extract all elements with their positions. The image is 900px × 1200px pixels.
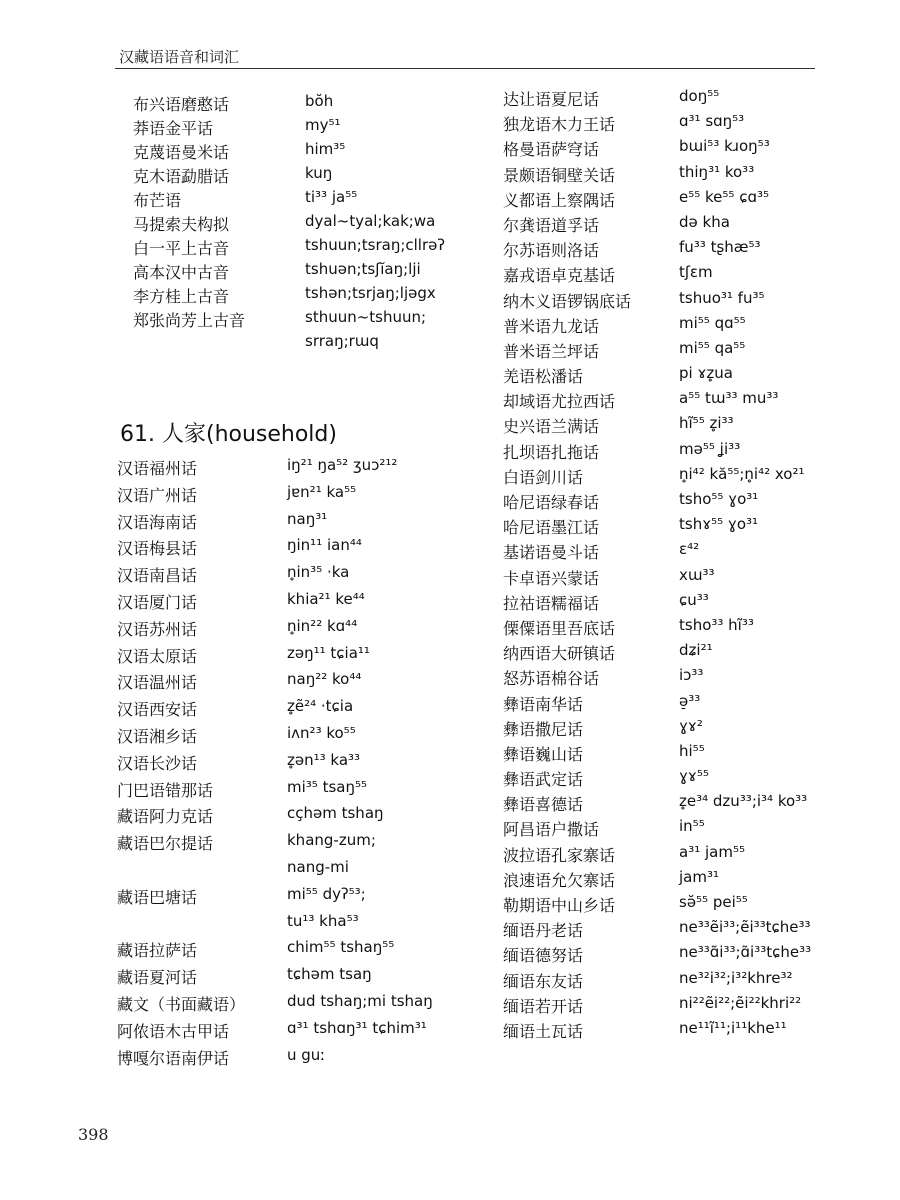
entry-row bbox=[503, 163, 833, 188]
entry-row bbox=[503, 868, 833, 893]
entry-row bbox=[503, 893, 833, 918]
word-form: n̥i⁴² kă⁵⁵;n̥i⁴² xo²¹ bbox=[679, 464, 805, 483]
entry-row bbox=[503, 339, 833, 364]
word-form: tsho⁵⁵ ɣo³¹ bbox=[679, 490, 759, 508]
entry-row bbox=[117, 724, 457, 751]
dialect-name: 李方桂上古音 bbox=[133, 287, 230, 306]
entry-row bbox=[503, 213, 833, 238]
word-form: tɕhəm tsaŋ bbox=[287, 965, 372, 984]
dialect-name: 马提索夫构拟 bbox=[133, 215, 230, 234]
word-form: ne³³ẽi³³;ẽi³³tɕhe³³ bbox=[679, 918, 811, 937]
word-form: tʃɛm bbox=[679, 263, 713, 282]
entry-row bbox=[133, 260, 433, 284]
word-form: dyal~tyal;kak;wa bbox=[305, 212, 436, 230]
entry-row bbox=[117, 590, 457, 617]
word-form: jɐn²¹ ka⁵⁵ bbox=[287, 482, 357, 501]
word-form: my⁵¹ bbox=[305, 116, 341, 134]
entry-row bbox=[503, 641, 833, 666]
entry-row bbox=[117, 1046, 457, 1073]
dialect-name: 浪速语允欠寨话 bbox=[503, 870, 616, 890]
dialect-name: 卡卓语兴蒙话 bbox=[503, 568, 600, 588]
word-form: jam³¹ bbox=[679, 867, 719, 886]
word-form: ɑ³¹ tshɑŋ³¹ tɕhim³¹ bbox=[287, 1018, 427, 1037]
entry-row bbox=[117, 1019, 457, 1046]
word-form: tsho³³ hĩ³³ bbox=[679, 615, 754, 634]
entry-row bbox=[503, 465, 833, 490]
header-rule bbox=[115, 68, 815, 69]
word-form: ti³³ ja⁵⁵ bbox=[305, 188, 358, 206]
entry-row bbox=[133, 140, 433, 164]
word-form: iɔ³³ bbox=[679, 666, 704, 685]
dialect-name: 藏文（书面藏语） bbox=[117, 994, 246, 1014]
entry-row bbox=[117, 938, 457, 965]
word-form: khang-zum; bbox=[287, 831, 376, 850]
word-form: tshuən;tsʃĭaŋ;lji bbox=[305, 260, 421, 278]
entry-row bbox=[503, 792, 833, 817]
entry-row bbox=[503, 566, 833, 591]
entry-row bbox=[133, 188, 433, 212]
dialect-name: 汉语福州话 bbox=[117, 459, 198, 478]
entry-row bbox=[133, 236, 446, 260]
entry-row bbox=[503, 137, 833, 162]
dialect-name: 尔龚语道孚话 bbox=[503, 215, 600, 235]
word-form: ɣɤ² bbox=[679, 716, 703, 735]
entry-row bbox=[503, 112, 833, 137]
entry-row bbox=[503, 616, 833, 641]
dialect-name: 缅语丹老话 bbox=[503, 921, 584, 941]
dialect-name: 缅语东友话 bbox=[503, 971, 584, 991]
entry-row bbox=[133, 164, 433, 188]
entry-row bbox=[503, 767, 833, 792]
entry-row bbox=[503, 540, 833, 565]
dialect-name: 义都语上察隅话 bbox=[503, 190, 616, 210]
word-form: dʑi²¹ bbox=[679, 641, 713, 660]
dialect-name: 汉语梅县话 bbox=[117, 539, 198, 559]
dialect-name: 独龙语木力王话 bbox=[503, 115, 616, 135]
entry-row bbox=[503, 188, 833, 213]
dialect-name: 布兴语磨憨话 bbox=[133, 95, 230, 114]
dialect-name: 藏语阿力克话 bbox=[117, 807, 214, 827]
word-form: mi⁵⁵ dyʔ⁵³; bbox=[287, 884, 366, 903]
word-form: mi⁵⁵ qa⁵⁵ bbox=[679, 338, 746, 357]
entry-row bbox=[503, 843, 833, 868]
section-title: 61. 人家(household) bbox=[120, 422, 337, 447]
word-form: a³¹ jam⁵⁵ bbox=[679, 842, 745, 861]
dialect-name: 高本汉中古音 bbox=[133, 263, 230, 282]
word-form: khia²¹ ke⁴⁴ bbox=[287, 589, 365, 608]
dialect-name: 汉语广州话 bbox=[117, 485, 198, 505]
dialect-name: 格曼语萨穹话 bbox=[503, 140, 600, 160]
entry-row bbox=[503, 742, 833, 767]
dialect-name: 傈僳语里吾底话 bbox=[503, 618, 616, 638]
dialect-name: 白语剑川话 bbox=[503, 467, 584, 487]
entry-row bbox=[133, 92, 433, 116]
word-form: thiŋ³¹ ko³³ bbox=[679, 162, 755, 181]
word-form: də kha bbox=[679, 212, 730, 231]
dialect-name: 博嘎尔语南伊话 bbox=[117, 1048, 230, 1068]
word-form: dud tshaŋ;mi tshaŋ bbox=[287, 991, 433, 1010]
entry-row bbox=[503, 314, 833, 339]
dialect-name: 汉语长沙话 bbox=[117, 753, 198, 773]
dialect-name: 纳西语大研镇话 bbox=[503, 644, 616, 664]
dialect-name: 彝语巍山话 bbox=[503, 744, 584, 764]
word-form: him³⁵ bbox=[305, 140, 346, 158]
dialect-name: 勒期语中山乡话 bbox=[503, 896, 616, 915]
dialect-name: 汉语温州话 bbox=[117, 673, 198, 693]
entry-row bbox=[503, 238, 833, 263]
word-form: srraŋ;rɯq bbox=[305, 332, 379, 350]
dialect-name: 羌语松潘话 bbox=[503, 367, 584, 387]
word-form: tshɤ⁵⁵ ɣo³¹ bbox=[679, 515, 759, 534]
word-form: n̥in²² kɑ⁴⁴ bbox=[287, 616, 358, 635]
word-form: ne³³ɑ̃i³³;ɑ̃i³³tɕhe³³ bbox=[679, 943, 812, 962]
dialect-name: 克木语勐腊话 bbox=[133, 167, 230, 186]
entry-row bbox=[117, 456, 457, 483]
dialect-name: 扎坝语扎拖话 bbox=[503, 442, 600, 462]
word-form: ɕu³³ bbox=[679, 590, 709, 609]
word-form: tshuun;tsraŋ;cllrəʔ bbox=[305, 236, 446, 254]
dialect-name: 汉语湘乡话 bbox=[117, 726, 198, 746]
page-number: 398 bbox=[78, 1125, 109, 1144]
entry-row bbox=[503, 943, 833, 968]
word-form: n̥in³⁵ ·ka bbox=[287, 563, 350, 582]
entry-row bbox=[503, 969, 833, 994]
word-form: iŋ²¹ ŋa⁵² ʒuɔ²¹² bbox=[287, 456, 398, 474]
word-form: ni²²ẽi²²;ẽi²²khri²² bbox=[679, 993, 802, 1012]
word-form: naŋ²² ko⁴⁴ bbox=[287, 670, 362, 689]
dialect-name: 藏语巴塘话 bbox=[117, 887, 198, 907]
dialect-name: 白一平上古音 bbox=[133, 239, 230, 258]
dialect-name: 汉语厦门话 bbox=[117, 592, 198, 612]
word-form: tu¹³ kha⁵³ bbox=[287, 911, 359, 930]
entry-row bbox=[503, 817, 833, 842]
entry-row bbox=[117, 510, 457, 537]
word-list-column-c bbox=[503, 87, 833, 1044]
entry-row bbox=[117, 885, 457, 912]
word-form: ne¹¹ĩ¹¹;i¹¹khe¹¹ bbox=[679, 1018, 787, 1037]
entry-row bbox=[117, 563, 457, 590]
dialect-name: 藏语拉萨话 bbox=[117, 941, 198, 961]
word-form: zəŋ¹¹ tɕia¹¹ bbox=[287, 643, 370, 662]
dialect-name: 克蔑语曼米话 bbox=[133, 143, 230, 162]
word-form: naŋ³¹ bbox=[287, 509, 328, 528]
entry-row bbox=[503, 515, 833, 540]
entry-row bbox=[503, 918, 833, 943]
entry-row bbox=[503, 717, 833, 742]
dialect-name: 缅语德努话 bbox=[503, 946, 584, 966]
word-form: fu³³ tʂhæ⁵³ bbox=[679, 238, 761, 257]
entry-row bbox=[117, 483, 457, 510]
entry-row bbox=[117, 804, 457, 831]
word-form: hĩ⁵⁵ z̥i³³ bbox=[679, 414, 734, 433]
word-form: ŋin¹¹ ian⁴⁴ bbox=[287, 536, 362, 555]
entry-row bbox=[117, 670, 457, 697]
dialect-name: 布芒语 bbox=[133, 191, 182, 210]
dialect-name: 哈尼语墨江话 bbox=[503, 518, 600, 538]
dialect-name: 达让语夏尼话 bbox=[503, 90, 600, 109]
dialect-name: 莽语金平话 bbox=[133, 119, 214, 138]
entry-row bbox=[117, 858, 457, 885]
word-form: u guː bbox=[287, 1045, 326, 1064]
dialect-name: 基诺语曼斗话 bbox=[503, 543, 600, 563]
dialect-name: 纳木义语锣锅底话 bbox=[503, 291, 632, 311]
entry-row bbox=[133, 308, 433, 332]
word-form: z̥ẽ²⁴ ·tɕia bbox=[287, 697, 354, 716]
entry-row bbox=[503, 87, 833, 112]
word-form: nang-mi bbox=[287, 857, 349, 876]
dialect-name: 彝语喜德话 bbox=[503, 795, 584, 815]
dialect-name: 郑张尚芳上古音 bbox=[133, 311, 246, 330]
entry-row bbox=[133, 212, 436, 236]
word-form: cçhəm tshaŋ bbox=[287, 804, 384, 823]
word-form: doŋ⁵⁵ bbox=[679, 87, 720, 105]
dialect-name: 汉语海南话 bbox=[117, 512, 198, 532]
word-form: a⁵⁵ tɯ³³ mu³³ bbox=[679, 389, 779, 408]
word-form: hi⁵⁵ bbox=[679, 741, 705, 760]
word-form: mi³⁵ tsaŋ⁵⁵ bbox=[287, 777, 367, 796]
dialect-name: 汉语西安话 bbox=[117, 700, 198, 720]
entry-row bbox=[133, 116, 433, 140]
entry-row bbox=[117, 831, 457, 858]
entry-row bbox=[117, 992, 457, 1019]
word-form: pi ɤz̥ua bbox=[679, 364, 733, 383]
word-form: xɯ³³ bbox=[679, 565, 715, 584]
word-form: bŏh bbox=[305, 92, 334, 110]
dialect-name: 波拉语孔家寨话 bbox=[503, 845, 616, 865]
word-form: tshən;tsrjaŋ;ljəgx bbox=[305, 284, 436, 302]
word-form: ə̠³³ bbox=[679, 691, 701, 710]
dialect-name: 普米语兰坪话 bbox=[503, 341, 600, 361]
word-list-column-a bbox=[133, 92, 446, 356]
dialect-name: 汉语南昌话 bbox=[117, 566, 198, 586]
dialect-name: 普米语九龙话 bbox=[503, 316, 600, 336]
entry-row bbox=[133, 284, 436, 308]
word-form: ne³²i³²;i³²khre³² bbox=[679, 968, 793, 987]
word-list-column-b bbox=[117, 456, 457, 1072]
entry-row bbox=[117, 751, 457, 778]
dialect-name: 拉祜语糯福话 bbox=[503, 593, 600, 613]
dialect-name: 彝语撒尼话 bbox=[503, 719, 584, 739]
word-form: mi⁵⁵ qɑ⁵⁵ bbox=[679, 313, 746, 332]
header-title: 汉藏语语音和词汇 bbox=[119, 48, 240, 66]
running-header bbox=[115, 44, 815, 68]
word-form: sthuun~tshuun; bbox=[305, 308, 427, 326]
entry-row bbox=[117, 912, 457, 939]
entry-row bbox=[503, 289, 833, 314]
dialect-name: 缅语若开话 bbox=[503, 996, 584, 1016]
word-form: z̥ən¹³ ka³³ bbox=[287, 750, 361, 769]
entry-row bbox=[503, 692, 833, 717]
entry-row bbox=[133, 332, 433, 356]
word-form: kuŋ bbox=[305, 164, 333, 182]
word-form: ɣɤ⁵⁵ bbox=[679, 767, 709, 786]
dialect-name: 阿昌语户撒话 bbox=[503, 820, 600, 840]
dialect-name: 藏语夏河话 bbox=[117, 968, 198, 988]
entry-row bbox=[503, 666, 833, 691]
word-form: bɯi⁵³ kɹoŋ⁵³ bbox=[679, 137, 770, 156]
entry-row bbox=[503, 440, 833, 465]
entry-row bbox=[117, 697, 457, 724]
dialect-name: 彝语武定话 bbox=[503, 770, 584, 790]
dialect-name: 彝语南华话 bbox=[503, 694, 584, 714]
dialect-name: 怒苏语棉谷话 bbox=[503, 669, 600, 689]
entry-row bbox=[503, 389, 833, 414]
dialect-name: 汉语太原话 bbox=[117, 646, 198, 666]
dialect-name: 缅语土瓦话 bbox=[503, 1021, 584, 1041]
word-form: ɛ⁴² bbox=[679, 540, 700, 559]
dialect-name: 汉语苏州话 bbox=[117, 619, 198, 639]
entry-row bbox=[503, 263, 833, 288]
entry-row bbox=[503, 364, 833, 389]
dialect-name: 却域语尤拉西话 bbox=[503, 392, 616, 412]
entry-row bbox=[503, 414, 833, 439]
word-form: mə⁵⁵ ʝi³³ bbox=[679, 439, 741, 458]
word-form: tshuo³¹ fu³⁵ bbox=[679, 288, 765, 307]
entry-row bbox=[117, 644, 457, 671]
word-form: in⁵⁵ bbox=[679, 817, 705, 836]
dialect-name: 尔苏语则洛话 bbox=[503, 241, 600, 261]
entry-row bbox=[117, 617, 457, 644]
dialect-name: 景颇语铜壁关话 bbox=[503, 165, 616, 185]
entry-row bbox=[503, 591, 833, 616]
word-form: z̥e³⁴ dzu³³;i³⁴ ko³³ bbox=[679, 792, 808, 811]
entry-row bbox=[117, 965, 457, 992]
entry-row bbox=[503, 1019, 833, 1044]
entry-row bbox=[117, 778, 457, 805]
dialect-name: 门巴语错那话 bbox=[117, 780, 214, 800]
word-form: chim⁵⁵ tshaŋ⁵⁵ bbox=[287, 938, 395, 957]
dialect-name: 藏语巴尔提话 bbox=[117, 834, 214, 854]
dialect-name: 史兴语兰满话 bbox=[503, 417, 600, 437]
dialect-name: 阿侬语木古甲话 bbox=[117, 1021, 230, 1041]
dialect-name: 哈尼语绿春话 bbox=[503, 493, 600, 512]
word-form: sə̆⁵⁵ pei⁵⁵ bbox=[679, 893, 748, 911]
entry-row bbox=[117, 536, 457, 563]
word-form: e⁵⁵ ke⁵⁵ ɕɑ³⁵ bbox=[679, 187, 769, 206]
entry-row bbox=[503, 490, 833, 515]
word-form: iʌn²³ ko⁵⁵ bbox=[287, 723, 356, 742]
word-form: ɑ³¹ sɑŋ⁵³ bbox=[679, 112, 745, 131]
entry-row bbox=[503, 994, 833, 1019]
dialect-name: 嘉戎语卓克基话 bbox=[503, 266, 616, 286]
